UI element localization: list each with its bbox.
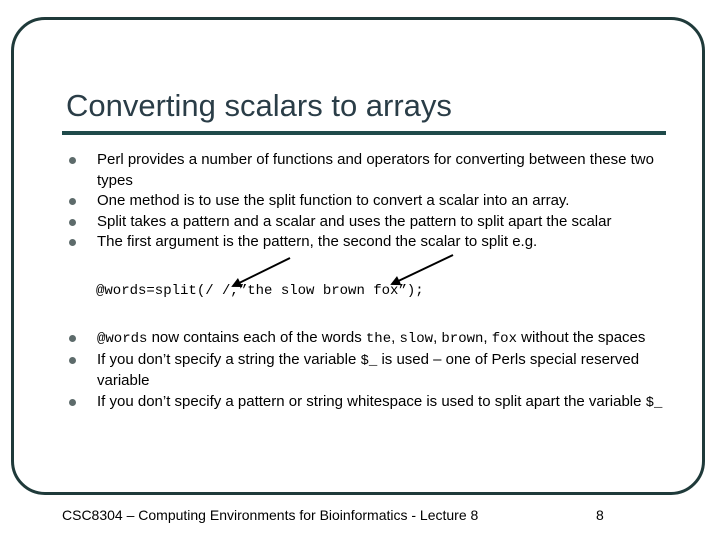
bullet-text: Perl provides a number of functions and operators for converting between these two types xyxy=(97,151,654,189)
bullet-text: One method is to use the split function to convert a scalar into an array. xyxy=(97,192,570,209)
bullet-text: If you don’t specify a string the variable xyxy=(97,350,361,368)
scalar-arrow xyxy=(392,255,453,284)
list-item xyxy=(0,392,720,414)
bullet-text: If you don’t specify a pattern or string whitespace is used to split apart the variable xyxy=(97,392,646,410)
code-var: $_ xyxy=(645,394,663,411)
bullet-text: The first argument is the pattern, the second the scalar to split e.g. xyxy=(97,233,538,250)
bullet-text: is used – one of Perls special reserved variable xyxy=(97,350,640,389)
bullet-icon xyxy=(69,399,76,406)
separator: , xyxy=(391,329,400,346)
bullet-icon xyxy=(69,335,76,342)
bullet-text: Split takes a pattern and a scalar and uses the pattern to split apart the scalar xyxy=(97,212,612,230)
footer: CSC8304 – Computing Environments for Bioinformatics - Lecture 8 xyxy=(62,507,479,523)
code-example: @words=split(/ /,”the slow brown fox”); xyxy=(96,283,424,299)
page-number: 8 xyxy=(596,507,604,523)
pattern-arrow xyxy=(233,258,290,286)
code-word: slow xyxy=(399,331,434,347)
bullet-list-bottom xyxy=(0,328,720,413)
list-item xyxy=(0,350,720,392)
code-word: fox xyxy=(491,331,517,347)
bullet-icon xyxy=(69,357,76,364)
separator: , xyxy=(433,329,442,346)
slide-title: Converting scalars to arrays xyxy=(66,88,452,123)
bullet-text: without the spaces xyxy=(516,329,646,346)
code-word: the xyxy=(365,331,392,347)
bullet-text: now contains each of the words xyxy=(147,329,366,346)
code-var: @words xyxy=(97,331,148,347)
code-var: $_ xyxy=(360,352,378,369)
separator: , xyxy=(483,329,492,346)
code-word: brown xyxy=(441,331,484,347)
list-item xyxy=(0,328,720,350)
